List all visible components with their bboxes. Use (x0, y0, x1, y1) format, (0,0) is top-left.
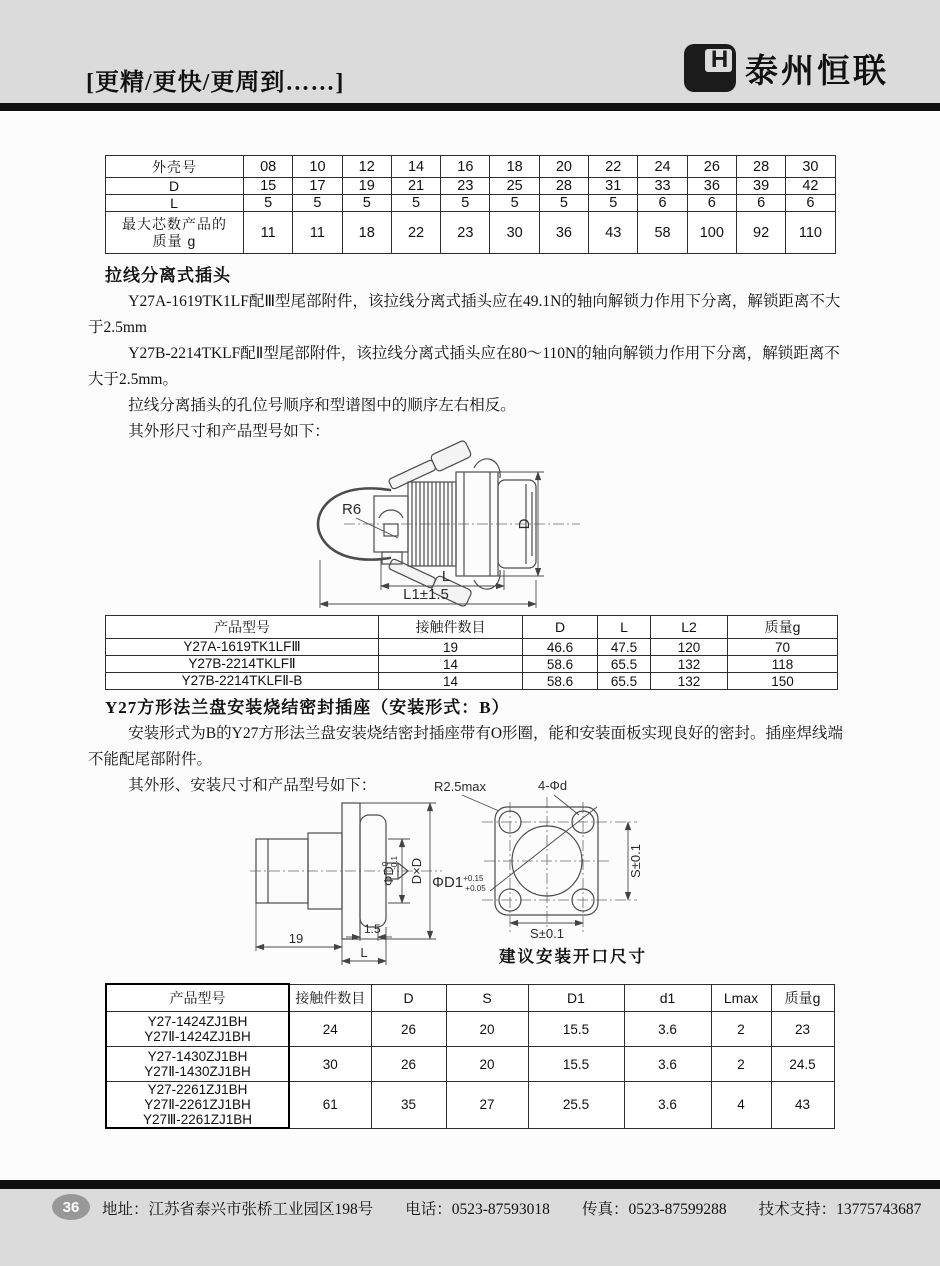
table-row (106, 212, 836, 254)
table-cell: 5 (490, 195, 539, 212)
footer-fax: 传真：0523-87599288 (581, 1201, 727, 1218)
table-row (106, 656, 838, 673)
dim-1-5 (346, 922, 392, 941)
table-cell: 14 (379, 673, 523, 690)
paragraph: 拉线分离插头的孔位号顺序和型谱图中的顺序左右相反。 (128, 397, 516, 414)
socket-side-view-drawing (250, 783, 450, 969)
table-cell: 23 (771, 1012, 834, 1047)
table-cell: 120 (651, 639, 728, 656)
dim-19 (256, 903, 342, 951)
table-cell: 46.6 (523, 639, 598, 656)
table-cell: 15.5 (528, 1012, 624, 1047)
table-cell: 25 (490, 178, 539, 195)
column-header: Lmax (711, 984, 771, 1012)
table-cell: 3.6 (624, 1082, 711, 1129)
table-row (106, 1082, 834, 1129)
table-cell: 4 (711, 1082, 771, 1129)
footer-phone: 电话：0523-87593018 (405, 1201, 550, 1218)
table-cell: 58.6 (523, 673, 598, 690)
table-row (106, 1012, 834, 1047)
holes-label: 4-Φd (538, 778, 568, 793)
r6-leader (356, 518, 398, 538)
table-cell: 6 (638, 195, 687, 212)
page-slogan: [更精/更快/更周到……] (86, 70, 345, 96)
flange-face-drawing (432, 777, 684, 943)
table-cell: 20 (446, 1012, 528, 1047)
table-cell: 150 (728, 673, 838, 690)
table-cell: 5 (391, 195, 440, 212)
table-cell: 19 (379, 639, 523, 656)
table-cell: 5 (539, 195, 588, 212)
row-label: 最大芯数产品的 质量 g (106, 212, 244, 254)
dim-dxd-label: D×D (409, 857, 424, 885)
column-header: 接触件数目 (289, 984, 371, 1012)
column-header: 质量g (771, 984, 834, 1012)
row-label: 外壳号 (106, 156, 244, 178)
column-header: 产品型号 (106, 984, 289, 1012)
table-cell: 24 (289, 1012, 371, 1047)
column-header: d1 (624, 984, 711, 1012)
table-cell: 2 (711, 1047, 771, 1082)
table-cell: 35 (371, 1082, 446, 1129)
lh-logo-icon: H (684, 44, 736, 92)
d1-label: $\Phi D1^{+0.15} +0.05$ (432, 874, 486, 893)
table-row (106, 1047, 834, 1082)
section-title: Y27方形法兰盘安装烧结密封插座（安装形式：B） (105, 698, 510, 717)
model-cell: Y27B-2214TKLFⅡ-B (106, 673, 379, 690)
dim-phid-label: $\Phi D^0-0.1$ (381, 855, 399, 887)
model-cell: Y27-1430ZJ1BH Y27Ⅱ-1430ZJ1BH (106, 1047, 289, 1082)
model-cell: Y27-2261ZJ1BH Y27Ⅱ-2261ZJ1BH Y27Ⅲ-2261ZJ1BH (106, 1082, 289, 1129)
dim-s-right-label: S±0.1 (628, 844, 643, 878)
table-cell: 11 (244, 212, 293, 254)
table-cell: 100 (687, 212, 736, 254)
column-header: 产品型号 (106, 616, 379, 639)
dim-d-label: D (516, 518, 533, 530)
table-cell: 6 (687, 195, 736, 212)
company-logo (684, 44, 889, 92)
dim-1-5-label: 1.5 (364, 922, 381, 936)
holes-leader (554, 795, 579, 815)
table-cell: 24 (638, 156, 687, 178)
table-cell: 16 (441, 156, 490, 178)
plug-outline-drawing (286, 440, 590, 614)
table-cell: 26 (371, 1012, 446, 1047)
table-row (106, 639, 838, 656)
table-cell: 14 (379, 656, 523, 673)
top-bail (474, 459, 500, 478)
r6-label: R6 (342, 501, 362, 518)
header-divider (0, 103, 940, 111)
table-cell: 132 (651, 656, 728, 673)
plug-product-table (105, 615, 838, 690)
table-cell: 23 (441, 178, 490, 195)
d1-leader (490, 807, 597, 891)
dim-l-label: L (360, 945, 368, 960)
paragraph: 其外形尺寸和产品型号如下： (128, 423, 330, 440)
table-cell: 19 (342, 178, 391, 195)
table-cell: 3.6 (624, 1047, 711, 1082)
table-cell: 27 (446, 1082, 528, 1129)
table-cell: 2 (711, 1012, 771, 1047)
section-title: 拉线分离式插头 (105, 266, 231, 285)
column-header: 接触件数目 (379, 616, 523, 639)
footer-support: 技术支持：13775743687 (758, 1201, 922, 1218)
table-cell: 28 (736, 156, 785, 178)
paragraph: 安装形式为B的Y27方形法兰盘安装烧结密封插座带有O形圈，能和安装面板实现良好的密封。插座焊线端不能配尾部附件。 (88, 725, 844, 768)
table-cell: 12 (342, 156, 391, 178)
row-label: D (106, 178, 244, 195)
model-cell: Y27-1424ZJ1BH Y27Ⅱ-1424ZJ1BH (106, 1012, 289, 1047)
table-cell: 22 (391, 212, 440, 254)
table-cell: 43 (589, 212, 638, 254)
dim-s-bottom-label: S±0.1 (530, 926, 564, 941)
paragraph: Y27A-1619TK1LF配Ⅲ型尾部附件，该拉线分离式插头应在49.1N的轴向解锁力作用下分离，解锁距离不大于2.5mm (88, 293, 841, 336)
column-header: D1 (528, 984, 624, 1012)
table-cell: 6 (786, 195, 835, 212)
table-row (106, 195, 836, 212)
column-header: D (523, 616, 598, 639)
table-row (106, 156, 836, 178)
table-cell: 132 (651, 673, 728, 690)
table-cell: 5 (441, 195, 490, 212)
table-header-row (106, 616, 838, 639)
table-cell: 5 (589, 195, 638, 212)
r25-leader (462, 795, 499, 811)
table-cell: 58 (638, 212, 687, 254)
table-cell: 110 (786, 212, 835, 254)
column-header: L2 (651, 616, 728, 639)
table-cell: 58.6 (523, 656, 598, 673)
table-cell: 21 (391, 178, 440, 195)
paragraph: Y27B-2214TKLF配Ⅱ型尾部附件，该拉线分离式插头应在80～110N的轴向解锁力作用下分离，解锁距离不大于2.5mm。 (88, 345, 840, 388)
table-cell: 5 (342, 195, 391, 212)
column-header: D (371, 984, 446, 1012)
table-cell: 20 (446, 1047, 528, 1082)
table-cell: 118 (728, 656, 838, 673)
table-cell: 33 (638, 178, 687, 195)
row-label: L (106, 195, 244, 212)
dim-l1-label: L1±1.5 (403, 586, 449, 603)
dim-l-label: L (441, 568, 451, 585)
column-header: L (598, 616, 651, 639)
table-cell: 36 (687, 178, 736, 195)
r25-label: R2.5max (434, 779, 487, 794)
table-cell: 08 (244, 156, 293, 178)
table-cell: 25.5 (528, 1082, 624, 1129)
table-cell: 20 (539, 156, 588, 178)
table-cell: 61 (289, 1082, 371, 1129)
table-row (106, 673, 838, 690)
table-cell: 17 (293, 178, 342, 195)
table-cell: 36 (539, 212, 588, 254)
table-cell: 14 (391, 156, 440, 178)
table-cell: 42 (786, 178, 835, 195)
socket-product-table (105, 983, 835, 1129)
footer (102, 1197, 921, 1219)
dim-19-label: 19 (288, 931, 304, 946)
table-cell: 18 (342, 212, 391, 254)
table-cell: 39 (736, 178, 785, 195)
table-cell: 31 (589, 178, 638, 195)
table-cell: 43 (771, 1082, 834, 1129)
table-cell: 6 (736, 195, 785, 212)
table-cell: 30 (289, 1047, 371, 1082)
plug-section (88, 263, 854, 445)
table-cell: 22 (589, 156, 638, 178)
paragraph: 其外形、安装尺寸和产品型号如下： (128, 777, 377, 794)
page-number-badge: 36 (52, 1194, 90, 1220)
figure-caption: 建议安装开口尺寸 (499, 947, 647, 966)
brand-name: 泰州恒联 (745, 51, 889, 89)
table-cell: 92 (736, 212, 785, 254)
column-header: 质量g (728, 616, 838, 639)
shell-size-table (105, 155, 836, 254)
top-cable (386, 440, 472, 492)
table-cell: 30 (490, 212, 539, 254)
table-cell: 15.5 (528, 1047, 624, 1082)
table-cell: 26 (687, 156, 736, 178)
table-cell: 28 (539, 178, 588, 195)
column-header: S (446, 984, 528, 1012)
table-row (106, 178, 836, 195)
table-cell: 5 (293, 195, 342, 212)
footer-divider (0, 1180, 940, 1189)
dim-s-right (628, 822, 643, 900)
model-cell: Y27B-2214TKLFⅡ (106, 656, 379, 673)
table-cell: 11 (293, 212, 342, 254)
footer-address: 地址：江苏省泰兴市张桥工业园区198号 (102, 1201, 374, 1218)
table-cell: 3.6 (624, 1012, 711, 1047)
table-cell: 47.5 (598, 639, 651, 656)
table-cell: 24.5 (771, 1047, 834, 1082)
table-cell: 70 (728, 639, 838, 656)
table-cell: 18 (490, 156, 539, 178)
table-cell: 26 (371, 1047, 446, 1082)
table-cell: 30 (786, 156, 835, 178)
table-cell: 5 (244, 195, 293, 212)
model-cell: Y27A-1619TK1LFⅢ (106, 639, 379, 656)
table-cell: 23 (441, 212, 490, 254)
table-cell: 65.5 (598, 673, 651, 690)
table-cell: 15 (244, 178, 293, 195)
table-cell: 65.5 (598, 656, 651, 673)
latch-block (374, 496, 408, 564)
table-cell: 10 (293, 156, 342, 178)
table-header-row (106, 984, 834, 1012)
dim-s-bottom (510, 923, 583, 941)
